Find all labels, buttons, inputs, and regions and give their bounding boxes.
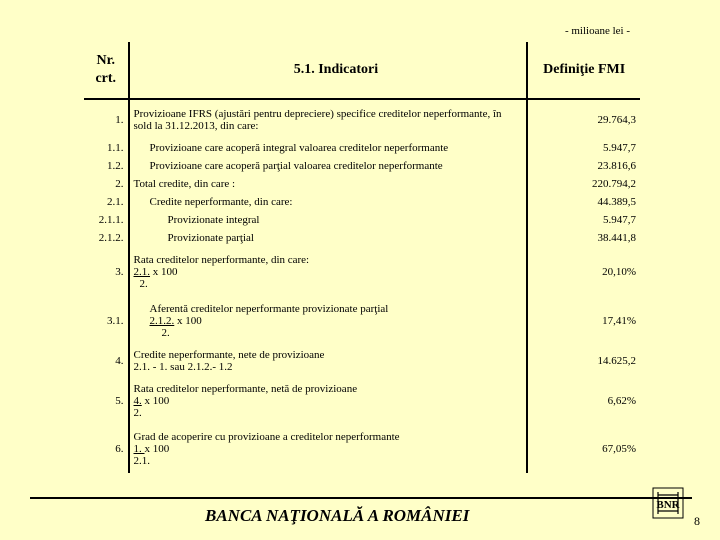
table-row [84, 297, 640, 345]
formula-multiplier: x 100 [144, 443, 170, 455]
formula-denominator: 2. [161, 327, 170, 339]
row-indicator: Total credite, din care : [133, 178, 236, 190]
formula-denominator: 2. [139, 278, 148, 290]
unit-label: - milioane lei - [564, 25, 630, 37]
row-number: 2. [84, 175, 129, 193]
row-value: 20,10% [527, 247, 640, 297]
table-row [84, 211, 640, 229]
row-indicator: Provizioane care acoperă parţial valoarea creditelor neperformante [149, 160, 443, 172]
row-number: 3. [84, 247, 129, 297]
header-nr-crt: Nr. crt. [84, 42, 129, 99]
table-row [84, 175, 640, 193]
row-value: 5.947,7 [527, 211, 640, 229]
row-number: 2.1. [84, 193, 129, 211]
row-number: 1.2. [84, 157, 129, 175]
row-value: 14.625,2 [527, 345, 640, 377]
logo-text: BNR [656, 499, 680, 511]
table-row [84, 99, 640, 139]
footer-divider [30, 497, 692, 499]
row-value: 17,41% [527, 297, 640, 345]
table-row [84, 377, 640, 425]
row-number: 5. [84, 377, 129, 425]
row-value: 67,05% [527, 425, 640, 473]
row-indicator: Aferentă creditelor neperformante provizionate parţial [149, 303, 389, 315]
row-indicator: Grad de acoperire cu provizioane a creditelor neperformante [133, 431, 400, 443]
formula-numerator: 2.1.2. [149, 315, 175, 327]
bnr-monogram-icon [652, 487, 684, 519]
table-row [84, 193, 640, 211]
row-value: 38.441,8 [527, 229, 640, 247]
row-value: 44.389,5 [527, 193, 640, 211]
indicators-table [84, 42, 640, 473]
row-number: 6. [84, 425, 129, 473]
row-value: 23.816,6 [527, 157, 640, 175]
formula-numerator: 1. [133, 443, 145, 455]
row-value: 29.764,3 [527, 99, 640, 139]
formula-multiplier: x 100 [174, 315, 202, 327]
row-number: 4. [84, 345, 129, 377]
header-definition: Definiţie FMI [527, 42, 640, 99]
row-value: 220.794,2 [527, 175, 640, 193]
formula-multiplier: x 100 [141, 395, 170, 407]
row-formula: 2.1. - 1. sau 2.1.2.- 1.2 [133, 361, 233, 373]
table-row [84, 229, 640, 247]
formula-numerator: 2.1. [133, 266, 151, 278]
table-row [84, 247, 640, 297]
row-indicator: Credite neperformante, nete de provizioane [133, 349, 325, 361]
formula-multiplier: x 100 [150, 266, 178, 278]
formula-denominator: 2.1. [133, 455, 151, 467]
table-row [84, 345, 640, 377]
table-header-row [84, 42, 640, 99]
row-number: 1.1. [84, 139, 129, 157]
bank-name: BANCA NAŢIONALĂ A ROMÂNIEI [205, 506, 470, 525]
row-indicator: Provizionate parţial [167, 232, 254, 244]
page-number: 8 [694, 514, 700, 528]
header-indicators: 5.1. Indicatori [129, 42, 528, 99]
formula-denominator: 2. [133, 407, 142, 419]
row-number: 3.1. [84, 297, 129, 345]
table-row [84, 425, 640, 473]
formula-numerator: 4. [133, 395, 142, 407]
row-indicator: Provizioane IFRS (ajustări pentru depreciere) specifice creditelor neperformante, în sold la 31.12.2013, din care: [133, 107, 502, 132]
row-number: 2.1.1. [84, 211, 129, 229]
table-row [84, 157, 640, 175]
row-indicator: Provizioane care acoperă integral valoarea creditelor neperformante [149, 142, 449, 154]
row-indicator: Rata creditelor neperformante, din care: [133, 254, 310, 266]
row-indicator: Rata creditelor neperformante, netă de provizioane [133, 383, 358, 395]
table-row [84, 139, 640, 157]
row-indicator: Provizionate integral [167, 214, 260, 226]
row-number: 1. [84, 99, 129, 139]
row-value: 6,62% [527, 377, 640, 425]
row-indicator: Credite neperformante, din care: [149, 196, 293, 208]
row-value: 5.947,7 [527, 139, 640, 157]
row-number: 2.1.2. [84, 229, 129, 247]
